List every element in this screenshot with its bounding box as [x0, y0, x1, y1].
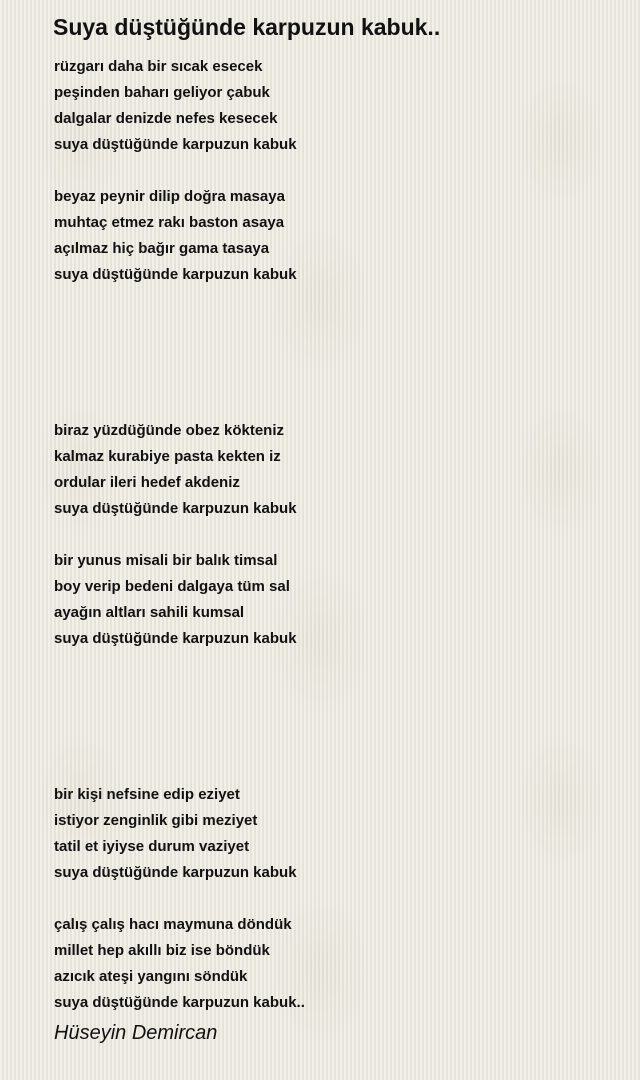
poem-line: millet hep akıllı biz ise böndük [54, 942, 270, 959]
poem-body [54, 54, 614, 1016]
poem-line: ordular ileri hedef akdeniz [54, 474, 240, 491]
poem-line: biraz yüzdüğünde obez kökteniz [54, 422, 285, 439]
stanza-2 [54, 184, 614, 288]
poem-line: tatil et iyiyse durum vaziyet [54, 838, 250, 855]
stanza-5 [54, 782, 614, 886]
poem-line: suya düştüğünde karpuzun kabuk.. [54, 994, 305, 1011]
poem-line: peşinden baharı geliyor çabuk [54, 84, 270, 101]
poem-line: suya düştüğünde karpuzun kabuk [54, 266, 297, 283]
poem-author: Hüseyin Demircan [54, 1022, 218, 1044]
stanza-spacer [54, 158, 614, 184]
poem-line: çalış çalış hacı maymuna döndük [54, 916, 292, 933]
stanza-spacer [54, 522, 614, 548]
stanza-1 [54, 54, 614, 158]
poem-line: bir yunus misali bir balık timsal [54, 552, 278, 569]
section-spacer [54, 652, 614, 782]
poem-line: ayağın altları sahili kumsal [54, 604, 245, 621]
poem-line: azıcık ateşi yangını söndük [54, 968, 248, 985]
poem-line: boy verip bedeni dalgaya tüm sal [54, 578, 290, 595]
stanza-3 [54, 418, 614, 522]
stanza-4 [54, 548, 614, 652]
poem-line: suya düştüğünde karpuzun kabuk [54, 630, 297, 647]
poem-line: rüzgarı daha bir sıcak esecek [54, 58, 263, 75]
poem-line: dalgalar denizde nefes kesecek [54, 110, 278, 127]
poem-line: kalmaz kurabiye pasta kekten iz [54, 448, 281, 465]
poem-line: istiyor zenginlik gibi meziyet [54, 812, 258, 829]
stanza-spacer [54, 886, 614, 912]
poem-title: Suya düştüğünde karpuzun kabuk.. [53, 14, 441, 40]
poem-line: suya düştüğünde karpuzun kabuk [54, 500, 297, 517]
poem-line: suya düştüğünde karpuzun kabuk [54, 136, 297, 153]
poem-line: beyaz peynir dilip doğra masaya [54, 188, 285, 205]
poem-line: bir kişi nefsine edip eziyet [54, 786, 240, 803]
poem-line: suya düştüğünde karpuzun kabuk [54, 864, 297, 881]
poem-line: açılmaz hiç bağır gama tasaya [54, 240, 270, 257]
stanza-6 [54, 912, 614, 1016]
poem-line: muhtaç etmez rakı baston asaya [54, 214, 285, 231]
section-spacer [54, 288, 614, 418]
